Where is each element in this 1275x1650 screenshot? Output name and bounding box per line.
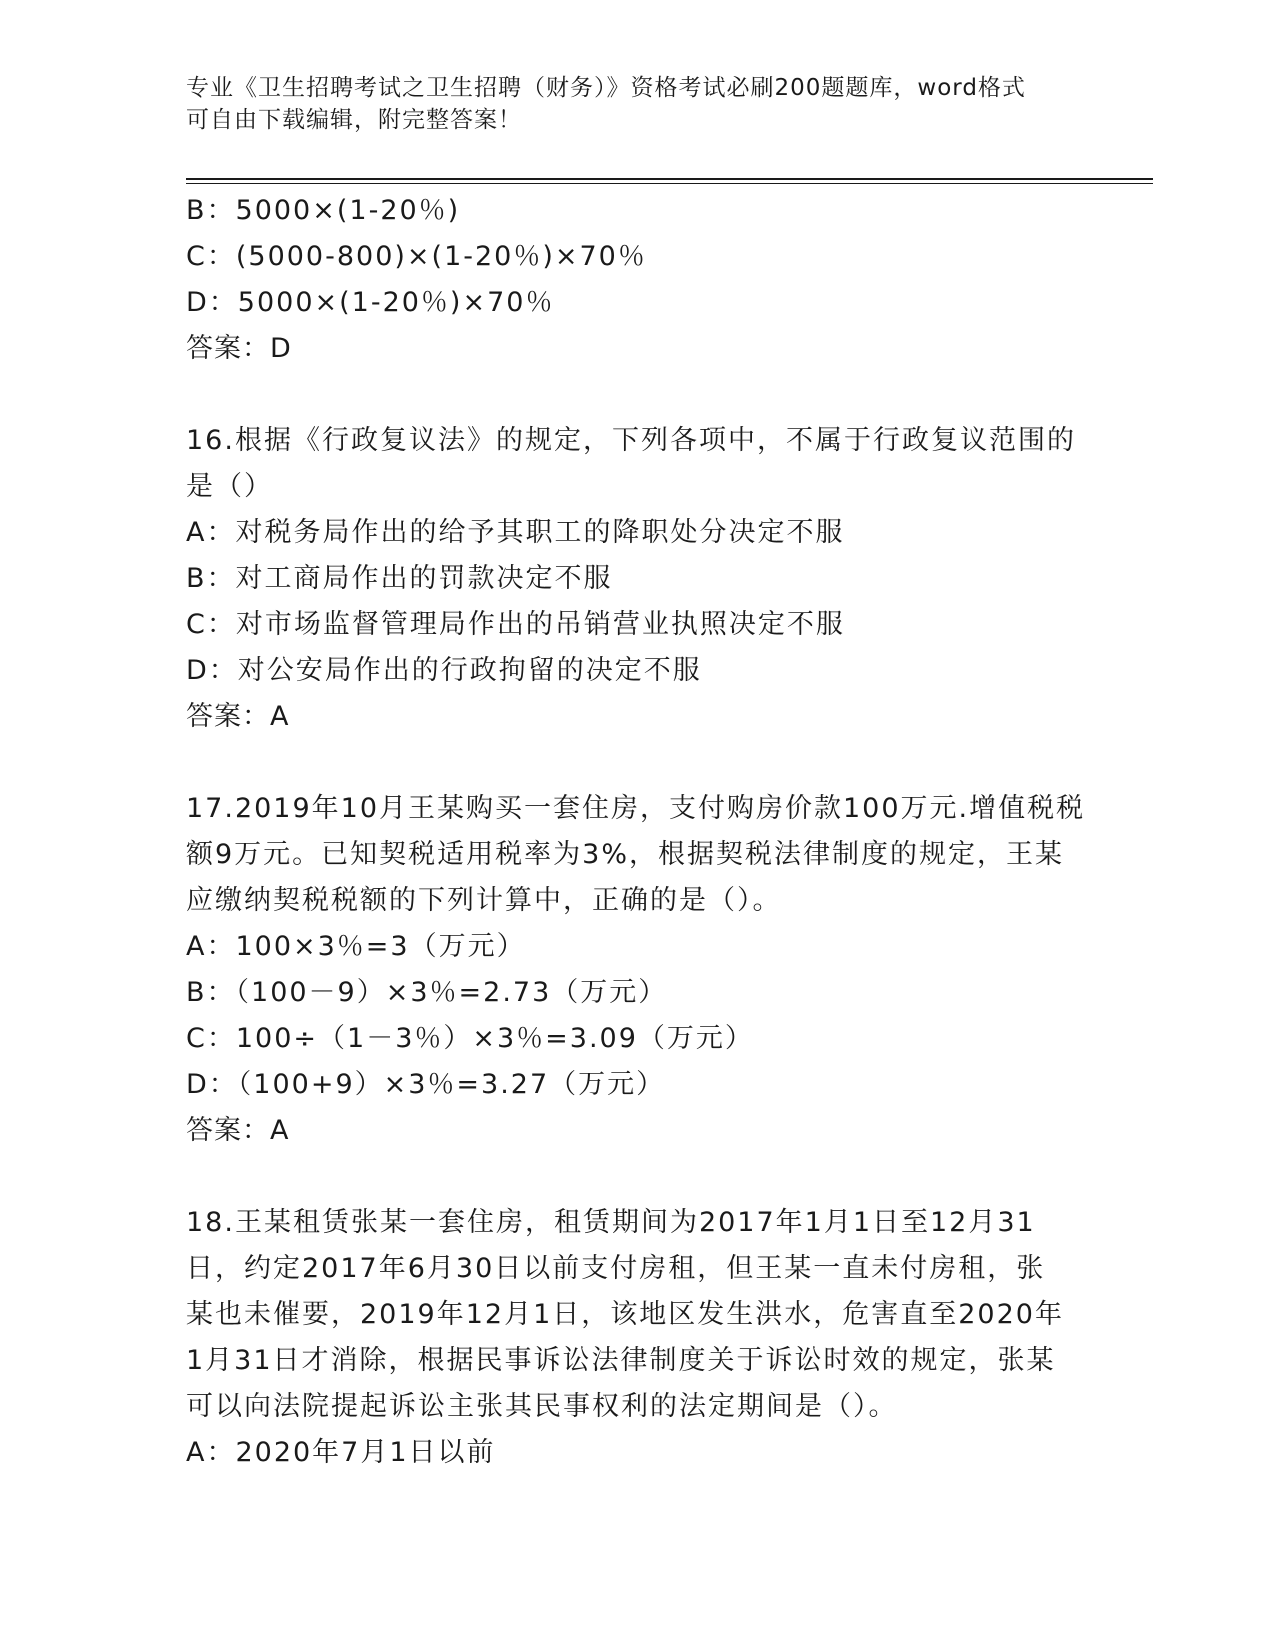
option-b: B：对工商局作出的罚款决定不服 [186,563,613,594]
option-d: D：（100+9）×3％=3.27（万元） [186,1069,666,1100]
header-title-line-1: 专业《卫生招聘考试之卫生招聘（财务）》资格考试必刷200题题库，word格式 [186,75,1026,101]
answer-line: 答案：A [186,1115,290,1146]
option-c: C：(5000-800)×(1-20％)×70％ [186,241,647,272]
answer-line: 答案：A [186,701,290,732]
question-text-line: 1月31日才消除，根据民事诉讼法律制度关于诉讼时效的规定，张某 [186,1345,1056,1376]
option-a: A：对税务局作出的给予其职工的降职处分决定不服 [186,517,845,548]
option-c: C：对市场监督管理局作出的吊销营业执照决定不服 [186,609,845,640]
option-b: B：5000×(1-20％) [186,195,461,226]
spacer [186,372,1086,418]
spacer [186,1154,1086,1200]
header-title-line-2: 可自由下载编辑，附完整答案！ [186,107,522,133]
question-18 [186,1200,1086,1476]
question-text-line: 16.根据《行政复议法》的规定，下列各项中，不属于行政复议范围的 [186,425,1076,456]
option-a: A：100×3％=3（万元） [186,931,526,962]
answer-line: 答案：D [186,333,292,364]
question-text-line: 某也未催要，2019年12月1日，该地区发生洪水，危害直至2020年 [186,1299,1064,1330]
continued-question [186,188,1086,372]
question-text-line: 17.2019年10月王某购买一套住房，支付购房价款100万元.增值税税 [186,793,1086,824]
question-16 [186,418,1086,740]
question-text-line: 可以向法院提起诉讼主张其民事权利的法定期间是（）。 [186,1391,898,1422]
question-text-line: 额9万元。已知契税适用税率为3%，根据契税法律制度的规定，王某 [186,839,1065,870]
option-a: A：2020年7月1日以前 [186,1437,496,1468]
spacer [186,740,1086,786]
question-text-line: 应缴纳契税税额的下列计算中，正确的是（）。 [186,885,782,916]
question-text-line: 18.王某租赁张某一套住房，租赁期间为2017年1月1日至12月31 [186,1207,1036,1238]
header-divider-thick [186,178,1153,180]
question-17 [186,786,1086,1154]
option-d: D：5000×(1-20％)×70％ [186,287,555,318]
header-divider-thin [186,183,1153,184]
option-d: D：对公安局作出的行政拘留的决定不服 [186,655,702,686]
option-b: B：（100－9）×3％=2.73（万元） [186,977,668,1008]
question-text-line: 日，约定2017年6月30日以前支付房租，但王某一直未付房租，张 [186,1253,1046,1284]
question-text-line: 是（） [186,471,273,502]
option-c: C：100÷（1－3％）×3％=3.09（万元） [186,1023,754,1054]
question-content [186,188,1086,1476]
document-header [186,72,1086,136]
